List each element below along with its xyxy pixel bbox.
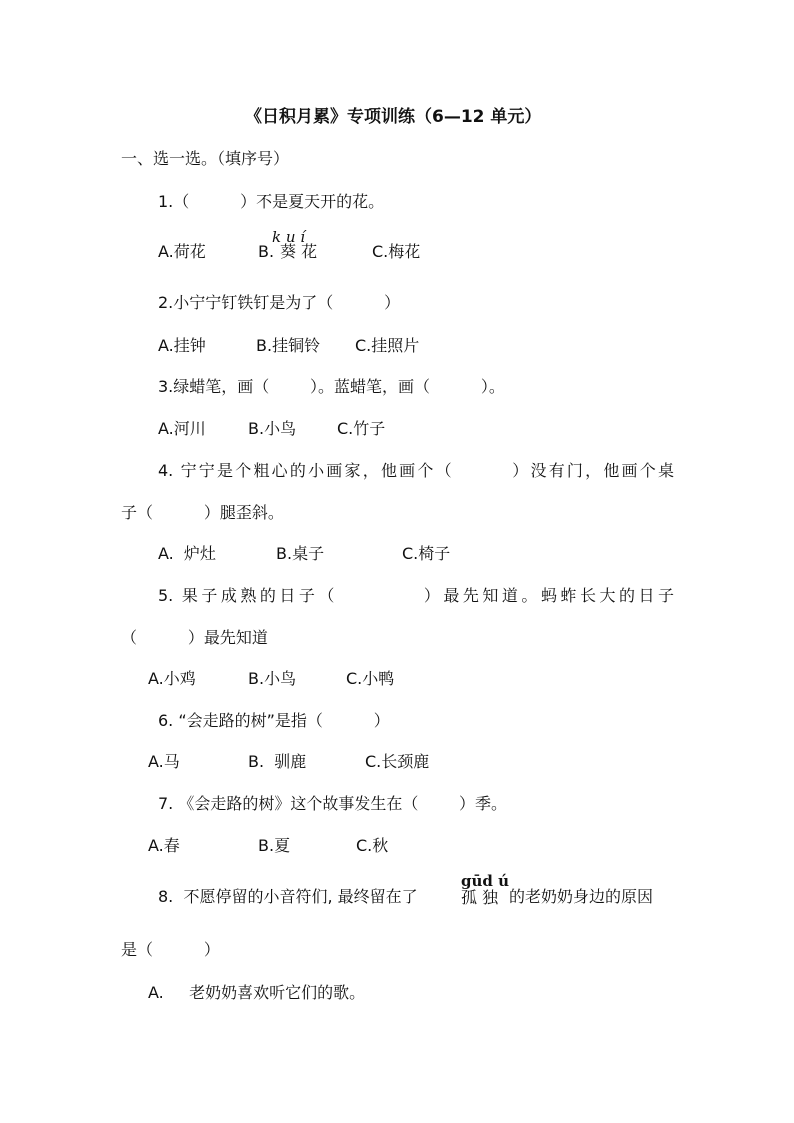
question-2-option-c: C.挂照片 [355, 336, 420, 355]
question-8-word: 孤 独 [461, 888, 499, 907]
question-4-option-a: A. 炉灶 [158, 544, 216, 563]
question-8-line-1-after: 的老奶奶身边的原因 [509, 887, 654, 906]
question-8-pinyin: gūd ú [461, 872, 510, 890]
question-1-option-b-word: 葵 花 [280, 242, 318, 261]
question-1-option-a: A.荷花 [158, 242, 206, 261]
question-7-option-c: C.秋 [356, 836, 389, 855]
question-5-line-2: （ ）最先知道 [121, 628, 268, 647]
question-8-line-2: 是（ ） [121, 940, 220, 959]
question-4-option-b: B.桌子 [276, 544, 325, 563]
question-6-option-a: A.马 [148, 752, 180, 771]
question-7-stem: 7. 《会走路的树》这个故事发生在（ ）季。 [158, 794, 508, 813]
page-title: 《日积月累》专项训练（6—12 单元） [245, 107, 542, 127]
question-7-option-a: A.春 [148, 836, 180, 855]
question-4-line-1: 4. 宁宁是个粗心的小画家，他画个（ ）没有门，他画个桌 [158, 461, 674, 480]
question-3-option-c: C.竹子 [337, 419, 386, 438]
question-3-option-b: B.小鸟 [248, 419, 297, 438]
question-8-line-1-before: 8. 不愿停留的小音符们, 最终留在了 [158, 887, 418, 906]
question-2-stem: 2.小宁宁钉铁钉是为了（ ） [158, 293, 401, 312]
question-1-option-b-prefix: B. [258, 242, 275, 261]
question-1-option-c: C.梅花 [372, 242, 421, 261]
question-5-option-b: B.小鸟 [248, 669, 297, 688]
question-7-option-b: B.夏 [258, 836, 291, 855]
question-2-option-b: B.挂铜铃 [256, 336, 321, 355]
question-8-option-a: A. 老奶奶喜欢听它们的歌。 [148, 983, 366, 1002]
question-5-line-1: 5. 果子成熟的日子（ ）最先知道。蚂蚱长大的日子 [158, 586, 674, 605]
question-1-stem: 1.（ ）不是夏天开的花。 [158, 192, 385, 211]
question-6-option-b: B. 驯鹿 [248, 752, 307, 771]
question-5-option-c: C.小鸭 [346, 669, 395, 688]
question-3-option-a: A.河川 [158, 419, 206, 438]
question-5-option-a: A.小鸡 [148, 669, 196, 688]
question-3-stem: 3.绿蜡笔，画（ ）。蓝蜡笔，画（ ）。 [158, 377, 505, 396]
question-1-pinyin: k u í [272, 228, 306, 246]
section-heading: 一、选一选。（填序号） [121, 149, 290, 168]
question-6-stem: 6. “会走路的树”是指（ ） [158, 711, 390, 730]
question-2-option-a: A.挂钟 [158, 336, 206, 355]
question-4-line-2: 子（ ）腿歪斜。 [121, 503, 284, 522]
question-6-option-c: C.长颈鹿 [365, 752, 430, 771]
question-4-option-c: C.椅子 [402, 544, 451, 563]
